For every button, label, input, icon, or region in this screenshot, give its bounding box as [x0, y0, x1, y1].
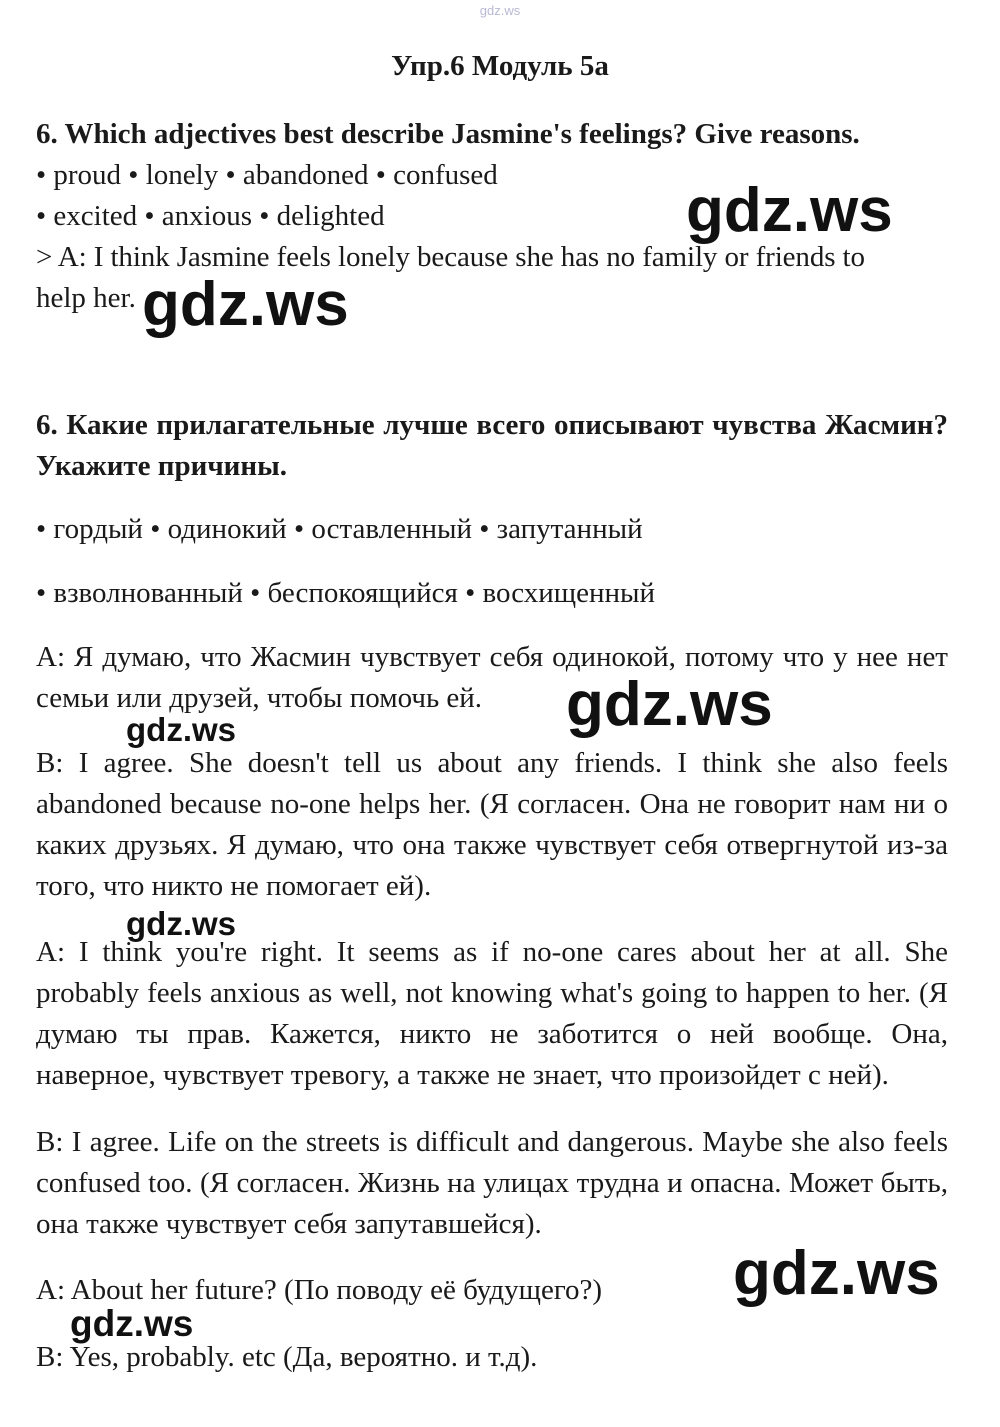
russian-question: 6. Какие прилагательные лучше всего описывают чувства Жасмин? Укажите причины.	[36, 409, 948, 482]
watermark: gdz.ws	[686, 176, 893, 245]
english-adjectives-line-2: • excited • anxious • delighted	[36, 200, 385, 232]
dialogue-paragraph-5: A: About her future? (По поводу её будущего?)	[36, 1274, 603, 1306]
watermark: gdz.ws	[126, 905, 237, 942]
top-watermark: gdz.ws	[479, 3, 521, 18]
watermark: gdz.ws	[126, 711, 237, 748]
english-question: 6. Which adjectives best describe Jasmine's feelings? Give reasons.	[36, 118, 860, 150]
dialogue-paragraph-1: A: Я думаю, что Жасмин чувствует себя одинокой, потому что у нее нет семьи или друзей, чтобы помочь ей.	[36, 641, 948, 714]
english-adjectives-line-1: • proud • lonely • abandoned • confused	[36, 159, 498, 191]
russian-adjectives-line-2: • взволнованный • беспокоящийся • восхищенный	[36, 577, 655, 609]
dialogue-paragraph-3: A: I think you're right. It seems as if no-one cares about her at all. She probably feels anxious as well, not knowing what's going to happen to her. (Я думаю ты прав. Кажется, никто не заботится о ней вообще. Она, наверное, чувствует тревогу, а также не знает, что произойдет с ней).	[36, 936, 948, 1091]
english-example-line-2: help her.	[36, 282, 136, 314]
page-title: Упр.6 Модуль 5а	[391, 50, 609, 82]
dialogue-paragraph-6: B: Yes, probably. etc (Да, вероятно. и т.д).	[36, 1341, 538, 1373]
russian-adjectives-line-1: • гордый • одинокий • оставленный • запутанный	[36, 513, 643, 545]
dialogue-paragraph-4: B: I agree. Life on the streets is difficult and dangerous. Maybe she also feels confused too. (Я согласен. Жизнь на улицах трудна и опасна. Может быть, она также чувствует себя запутавшейся).	[36, 1126, 948, 1240]
dialogue-paragraph-2: B: I agree. She doesn't tell us about any friends. I think she also feels abandoned because no-one helps her. (Я согласен. Она не говорит нам ни о каких друзьях. Я думаю, что она также чувствует себя отвергнутой из-за того, что никто не помогает ей).	[36, 747, 948, 902]
watermark: gdz.ws	[733, 1239, 940, 1308]
english-example-line-1: > A: I think Jasmine feels lonely because she has no family or friends to	[36, 241, 865, 273]
watermark: gdz.ws	[142, 270, 349, 339]
watermark: gdz.ws	[566, 670, 773, 739]
watermark: gdz.ws	[70, 1303, 194, 1344]
